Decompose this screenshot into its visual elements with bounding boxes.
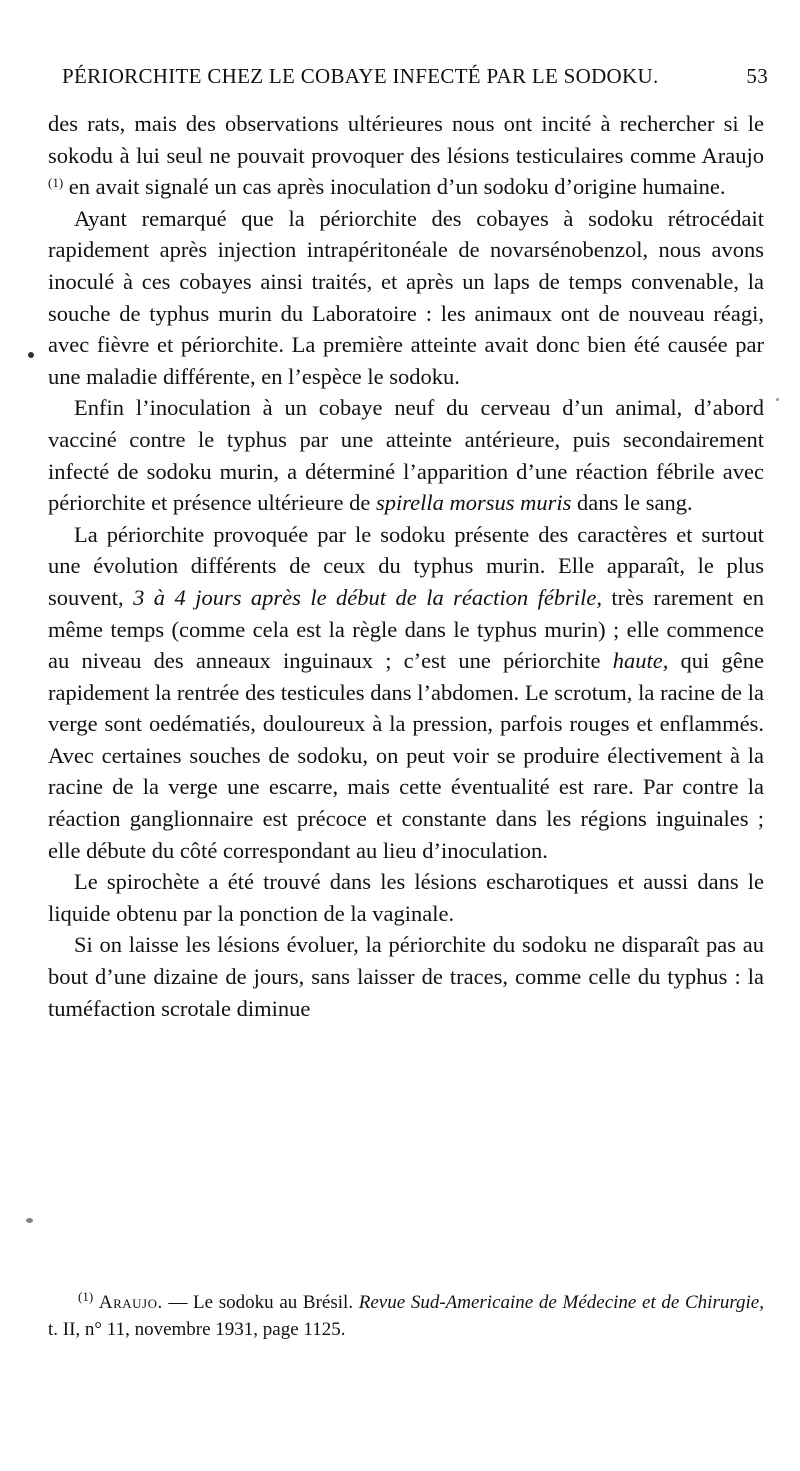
text-run: Enfin l’inoculation à un cobaye neuf du cerveau d’un animal, d’abord vacciné contre le typhus par une atteinte antérieure, puis secondairement infecté de sodoku murin, a déterminé l’apparition d’une réaction fébrile avec périorchite et présence ultérieure de <box>48 395 764 516</box>
paragraph-p4 <box>48 519 764 867</box>
italic-text: 3 à 4 jours après le début de la réaction fébrile, <box>133 584 602 610</box>
running-title: PÉRIORCHITE CHEZ LE COBAYE INFECTÉ PAR LE SODOKU. <box>62 64 659 88</box>
text-run: dans le sang. <box>571 490 693 516</box>
running-header <box>62 64 768 89</box>
scan-speck <box>776 398 779 401</box>
italic-text: haute, <box>612 648 669 674</box>
paragraph-p3 <box>48 392 764 518</box>
paragraph-p1 <box>48 108 764 203</box>
scan-speck <box>26 1218 33 1223</box>
paragraph-p5 <box>48 866 764 929</box>
footnote-marker: (1) <box>78 1289 94 1304</box>
scan-speck <box>28 352 34 358</box>
text-run: en avait signalé un cas après inoculation d’un sodoku d’origine humaine. <box>63 174 726 200</box>
page-number: 53 <box>746 64 768 88</box>
text-run: très rarement en même temps (comme cela est la règle dans le typhus murin) ; elle commence au niveau des anneaux inguinaux ; c’est une périorchite <box>48 584 764 674</box>
text-run: Le spirochète a été trouvé dans les lésions escharotiques et aussi dans le liquide obtenu par la ponction de la vaginale. <box>48 869 764 926</box>
footnote-ref: (1) <box>48 175 64 191</box>
italic-text: spirella morsus muris <box>375 490 572 516</box>
text-run: Ayant remarqué que la périorchite des cobayes à sodoku rétrocédait rapidement après injection intrapéritonéale de novarsénobenzol, nous avons inoculé à ces cobayes ainsi traités, et après un laps de temps convenable, la souche de typhus murin du Laboratoire : les animaux ont de nouveau réagi, avec fièvre et périorchite. La première atteinte avait donc bien été causée par une maladie différente, en l’espèce le sodoku. <box>48 205 764 389</box>
footnote-details: t. II, n° 11, novembre 1931, page 1125. <box>48 1319 346 1340</box>
paragraph-p6 <box>48 929 764 1024</box>
footnote-journal: Revue Sud-Americaine de Médecine et de Chirurgie, <box>358 1292 764 1313</box>
text-run: des rats, mais des observations ultérieures nous ont incité à rechercher si le sokodu à lui seul ne pouvait provoquer des lésions testiculaires comme Araujo <box>48 111 764 168</box>
body-text <box>48 108 764 1024</box>
text-run: Si on laisse les lésions évoluer, la périorchite du sodoku ne disparaît pas au bout d’une dizaine de jours, sans laisser de traces, comme celle du typhus : la tuméfaction scrotale diminue <box>48 932 764 1021</box>
paragraph-p2 <box>48 203 764 393</box>
footnote-author: Araujo. <box>98 1292 163 1313</box>
footnote-text: — Le sodoku au Brésil. <box>162 1292 359 1313</box>
text-run: qui gêne rapidement la rentrée des testicules dans l’abdomen. Le scrotum, la racine de la verge sont oedématiés, douloureux à la pression, parfois rouges et enflammés. Avec certaines souches de sodoku, on peut voir se produire électivement à la racine de la verge une escarre, mais cette éventualité est rare. Par contre la réaction ganglionnaire est précoce et constante dans les régions inguinales ; elle débute du côté correspondant au lieu d’inoculation. <box>48 648 764 863</box>
text-run: La périorchite provoquée par le sodoku présente des caractères et surtout une évolution différents de ceux du typhus murin. Elle apparaît, le plus souvent, <box>48 521 764 610</box>
footnote <box>48 1289 764 1343</box>
